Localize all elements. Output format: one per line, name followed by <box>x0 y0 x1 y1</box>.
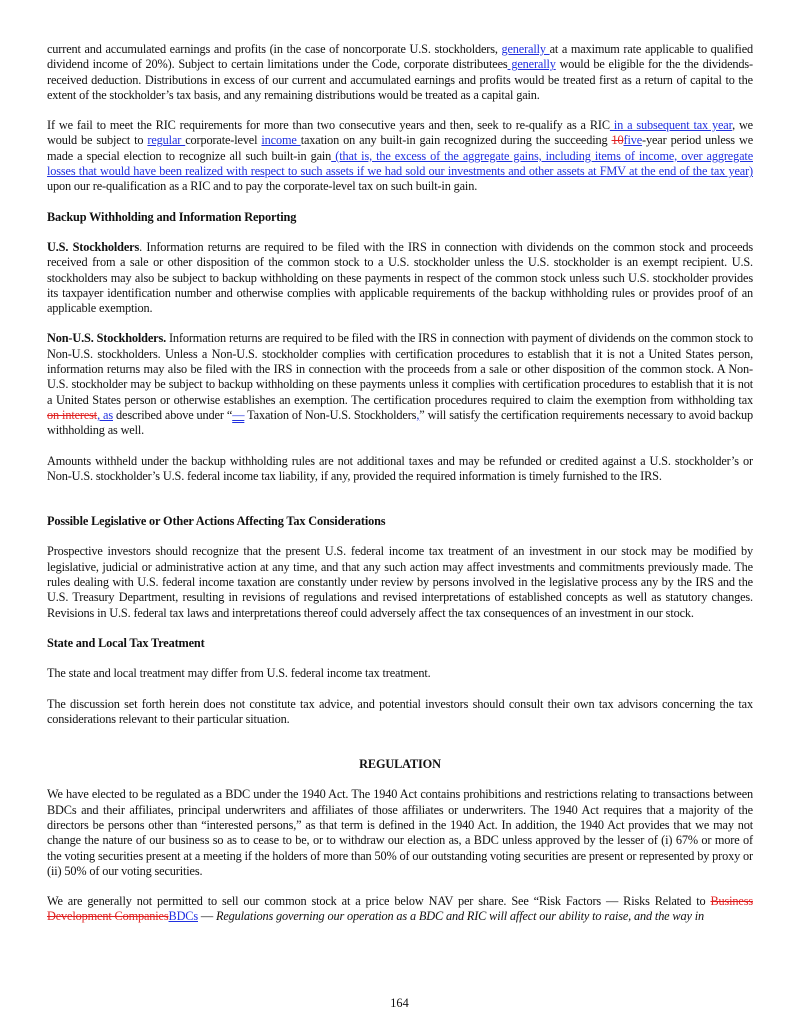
section-heading-backup-withholding: Backup Withholding and Information Reporting <box>47 209 297 224</box>
paragraph-dividends: current and accumulated earnings and profits (in the case of noncorporate U.S. stockholders, generally at a maximum rate applicable to qualified dividend income of 20%). Subject to certain limitations under the Code, corporate distributees generally would be eligible for the the dividends-received deduction. Distributions in excess of our current and accumulated earnings and profits would be treated first as a return of capital to the extent of the stockholder’s tax basis, and any remaining distributions would be treated as a capital gain. <box>47 42 754 102</box>
page-number: 164 <box>390 996 409 1010</box>
inserted-text: , <box>416 407 420 422</box>
paragraph-state-local: The state and local treatment may differ from U.S. federal income tax treatment. <box>47 666 431 681</box>
inserted-text: in a subsequent tax year <box>609 118 733 133</box>
section-heading-state-local-tax: State and Local Tax Treatment <box>47 635 205 650</box>
paragraph-non-us-stockholders: Non-U.S. Stockholders. Information returns are required to be filed with the IRS in connection with payment of dividends on the common stock to Non-U.S. stockholders. Unless a Non-U.S. stockholder complies with certification procedures to establish that it is not a United States person, information returns may also be filed with the IRS in connection with the proceeds from a sale or other disposition of the common stock. A Non-U.S. stockholder may be subject to backup withholding on these payments unless it complies with certification procedures to establish that it is not a United States person or otherwise establishes an exemption. The certification procedures required to claim the exemption from withholding tax on interest, as described above under “— Taxation of Non-U.S. Stockholders,” will satisfy the certification requirements necessary to avoid backup withholding as well. <box>47 331 753 438</box>
inserted-text: five <box>623 133 643 148</box>
paragraph-disclaimer: The discussion set forth herein does not constitute tax advice, and potential investors should consult their own tax advisors concerning the tax considerations relevant to their particular situation. <box>47 696 753 726</box>
lead-in-term: U.S. Stockholders <box>47 239 140 254</box>
paragraph-us-stockholders: U.S. Stockholders. Information returns are required to be filed with the IRS in connection with dividends on the common stock and proceeds received from a sale or other disposition of the common stock to a U.S. stockholder unless the U.S. stockholder is an exempt recipient. U.S. stockholders may also be subject to backup withholding on these payments in respect of the common stock unless such U.S. stockholder provides its taxpayer identification number and otherwise complies with applicable requirements of the backup withholding rules or provides proof of an applicable exemption. <box>47 239 754 316</box>
deleted-text: Business Development Companies <box>47 894 753 924</box>
document-page <box>47 42 753 925</box>
inserted-text: generally <box>507 57 556 72</box>
lead-in-term: Non-U.S. Stockholders. <box>47 331 167 346</box>
paragraph-nav-restriction: We are generally not permitted to sell our common stock at a price below NAV per share. See “Risk Factors — Risks Related to Business Development CompaniesBDCs — Regulations governing our operation as a BDC and RIC will affect our ability to raise, and the way in <box>47 894 753 924</box>
section-heading-regulation: REGULATION <box>359 757 441 772</box>
paragraph-amounts-withheld: Amounts withheld under the backup withholding rules are not additional taxes and may be refunded or credited against a U.S. stockholder’s or Non-U.S. stockholder’s U.S. federal income tax liability, if any, provided the required information is timely furnished to the IRS. <box>47 453 753 483</box>
deleted-text: on interest <box>47 407 98 422</box>
inserted-text: income <box>261 133 301 148</box>
italic-risk-factor-title: Regulations governing our operation as a BDC and RIC will affect our ability to raise, and the way in <box>216 909 704 924</box>
inserted-text: BDCs <box>168 909 198 924</box>
inserted-text: generally <box>501 42 550 56</box>
inserted-text: (that is, the excess of the aggregate gains, including items of income, over aggregate losses that would have been realized with respect to such assets if we had sold our investments and other assets at FMV at the end of the tax year) <box>47 148 753 179</box>
paragraph-bdc-regulation: We have elected to be regulated as a BDC under the 1940 Act. The 1940 Act contains prohibitions and restrictions relating to transactions between BDCs and their affiliates, principal underwriters and affiliates of those affiliates or underwriters. The 1940 Act requires that a majority of the directors be persons other than “interested persons,” as that term is defined in the 1940 Act. In addition, the 1940 Act provides that we may not change the nature of our business so as to cease to be, or to withdraw our election as, a BDC unless approved by the lesser of (i) 67% or more of the voting securities present at a meeting if the holders of more than 50% of our outstanding voting securities are present or represented by proxy or (ii) 50% of our voting securities. <box>47 787 753 878</box>
inserted-text: , as <box>97 407 113 422</box>
inserted-text: — <box>232 407 245 422</box>
paragraph-prospective-investors: Prospective investors should recognize that the present U.S. federal income tax treatment of an investment in our stock may be modified by legislative, judicial or administrative action at any time, and that any such action may affect investments and commitments previously made. The rules dealing with U.S. federal income taxation are constantly under review by persons involved in the legislative process any by the IRS and the U.S. Treasury Department, resulting in revisions of regulations and revised interpretations of established concepts as well as statutory changes. Revisions in U.S. federal tax laws and interpretations thereof could adversely affect the tax consequences of an investment in our stock. <box>47 544 753 620</box>
paragraph-ric-requalify: If we fail to meet the RIC requirements for more than two consecutive years and then, seek to re-qualify as a RIC in a subsequent tax year, we would be subject to regular corporate-level income taxation on any built-in gain recognized during the succeeding 10five-year period unless we made a special election to recognize all such built-in gain (that is, the excess of the aggregate gains, including items of income, over aggregate losses that would have been realized with respect to such assets if we had sold our investments and other assets at FMV at the end of the tax year) upon our re-qualification as a RIC and to pay the corporate-level tax on such built-in gain. <box>47 118 753 194</box>
section-heading-legislative-actions: Possible Legislative or Other Actions Affecting Tax Considerations <box>47 514 386 529</box>
inserted-text: regular <box>147 133 186 148</box>
deleted-text: 10 <box>611 133 624 148</box>
